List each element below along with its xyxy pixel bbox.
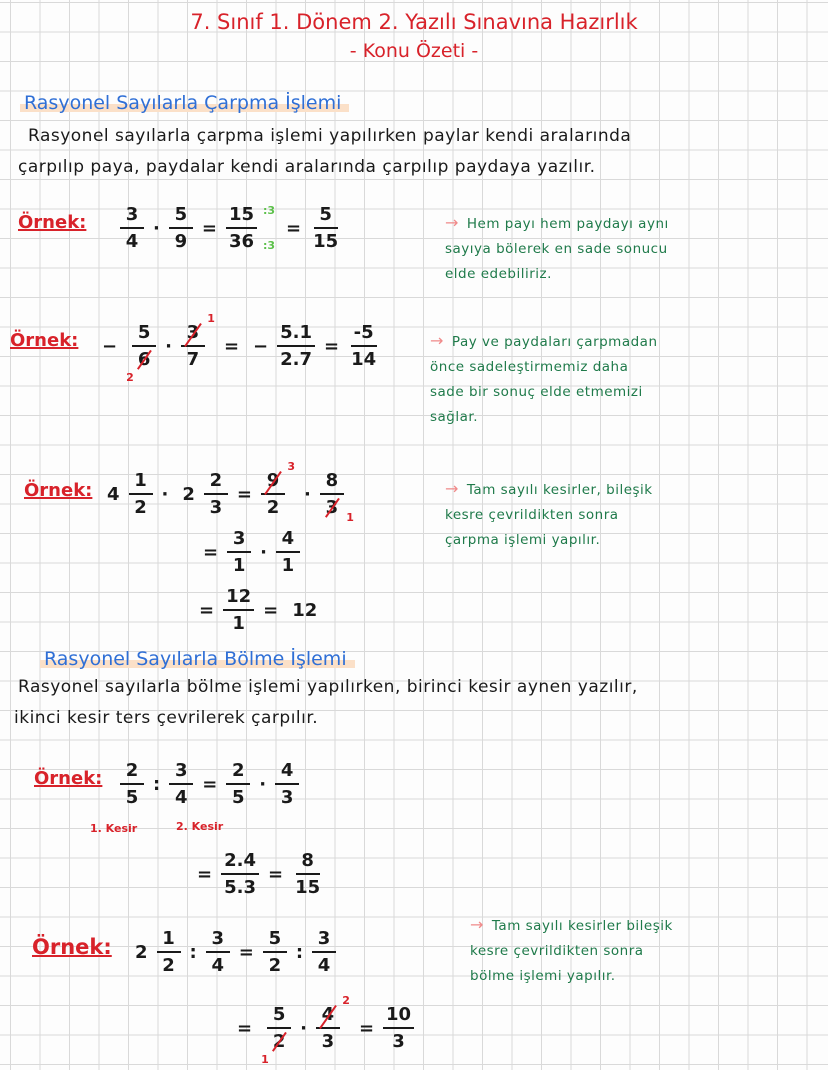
example-math bbox=[118, 760, 301, 808]
denominator: 4 bbox=[125, 231, 139, 252]
math-operator: − bbox=[102, 335, 118, 357]
simplification-annotation: 1 bbox=[346, 511, 354, 524]
note-text: çarpma işlemi yapılır. bbox=[445, 532, 601, 548]
denominator: 3 bbox=[392, 1031, 405, 1052]
note-line bbox=[445, 262, 669, 287]
math-operator: = bbox=[202, 773, 218, 795]
arrow-right-icon: → bbox=[430, 331, 444, 350]
note-line bbox=[445, 237, 669, 262]
fraction bbox=[120, 204, 144, 252]
denominator: 14 bbox=[351, 349, 377, 370]
math-operator: − bbox=[253, 335, 269, 357]
math-operator: = bbox=[324, 335, 340, 357]
math-operator: = bbox=[201, 217, 217, 239]
example-label: Örnek: bbox=[24, 480, 93, 501]
numerator: 5 bbox=[132, 322, 156, 347]
note-text: kesre çevrildikten sonra bbox=[445, 507, 619, 523]
fraction bbox=[261, 460, 295, 518]
note-line bbox=[430, 328, 658, 355]
numerator: 4 bbox=[276, 528, 300, 553]
divide-annotation: :3 bbox=[262, 204, 275, 217]
example-note bbox=[445, 210, 669, 287]
math-operator: · bbox=[260, 541, 267, 563]
denominator: 1 bbox=[281, 555, 295, 576]
denominator: 7 bbox=[186, 349, 200, 370]
denominator: 36 bbox=[228, 231, 254, 252]
numerator: 4 bbox=[275, 760, 299, 785]
note-text: Tam sayılı kesirler, bileşik bbox=[466, 482, 653, 498]
numerator: 3 bbox=[227, 528, 251, 553]
math-operator: = bbox=[263, 599, 279, 621]
numerator: 9 bbox=[261, 470, 285, 495]
fraction bbox=[126, 322, 156, 384]
simplification-annotation: 1 bbox=[261, 1053, 269, 1066]
numerator: 12 bbox=[223, 586, 254, 611]
fraction bbox=[223, 586, 254, 634]
math-operator: = bbox=[286, 217, 302, 239]
numerator: 5 bbox=[267, 1004, 291, 1029]
example-math bbox=[95, 312, 381, 384]
note-line bbox=[470, 964, 673, 989]
math-operator: 12 bbox=[292, 599, 318, 621]
fraction bbox=[181, 312, 215, 370]
fraction bbox=[129, 470, 153, 518]
numerator: 4 bbox=[316, 1004, 340, 1029]
paragraph-line: Rasyonel sayılarla bölme işlemi yapılırken, birinci kesir aynen yazılır, bbox=[18, 677, 638, 697]
note-line bbox=[445, 528, 653, 553]
example-math bbox=[128, 928, 338, 976]
math-operator: = bbox=[223, 335, 240, 357]
second-fraction-label: 2. Kesir bbox=[176, 820, 224, 833]
example-math bbox=[192, 586, 324, 634]
example-label: Örnek: bbox=[10, 330, 79, 351]
fraction bbox=[204, 470, 228, 518]
numerator: 5 bbox=[314, 204, 338, 229]
denominator: 15 bbox=[313, 231, 339, 252]
numerator: 3 bbox=[120, 204, 144, 229]
section-heading-division: Rasyonel Sayılarla Bölme İşlemi bbox=[40, 648, 355, 670]
math-operator: 4 bbox=[107, 483, 120, 505]
note-line bbox=[430, 405, 658, 430]
fraction bbox=[226, 204, 275, 252]
note-text: sayıya bölerek en sade sonucu bbox=[445, 241, 668, 257]
denominator: 2 bbox=[268, 955, 282, 976]
numerator: 5 bbox=[263, 928, 287, 953]
note-text: sağlar. bbox=[430, 409, 479, 425]
numerator: 2 bbox=[226, 760, 250, 785]
example-math bbox=[230, 994, 416, 1066]
note-line bbox=[445, 210, 669, 237]
fraction bbox=[312, 928, 336, 976]
numerator: 5.1 bbox=[277, 322, 315, 347]
denominator: 5 bbox=[232, 787, 245, 808]
fraction bbox=[292, 850, 323, 898]
numerator: 15 bbox=[226, 204, 257, 229]
note-line bbox=[430, 380, 658, 405]
fraction bbox=[383, 1004, 414, 1052]
math-operator: = bbox=[199, 599, 215, 621]
denominator: 3 bbox=[280, 787, 294, 808]
math-operator: : bbox=[189, 941, 197, 963]
example-label: Örnek: bbox=[18, 212, 87, 233]
math-operator: · bbox=[161, 483, 169, 505]
fraction bbox=[157, 928, 181, 976]
math-operator: : bbox=[295, 941, 304, 963]
denominator: 2 bbox=[134, 497, 147, 518]
example-note bbox=[445, 476, 653, 553]
denominator: 4 bbox=[317, 955, 331, 976]
math-operator: = bbox=[197, 863, 213, 885]
arrow-right-icon: → bbox=[445, 479, 459, 498]
note-text: sade bir sonuç elde etmemizi bbox=[430, 384, 643, 400]
simplification-annotation: 1 bbox=[207, 312, 215, 325]
math-operator: · bbox=[304, 483, 311, 505]
simplification-annotation: 2 bbox=[342, 994, 350, 1007]
denominator: 3 bbox=[209, 497, 223, 518]
math-operator: · bbox=[300, 1017, 307, 1039]
example-label: Örnek: bbox=[32, 935, 112, 959]
math-operator: = bbox=[237, 1017, 253, 1039]
paragraph-line: Rasyonel sayılarla çarpma işlemi yapılırken paylar kendi aralarında bbox=[28, 126, 632, 146]
math-operator: 2 bbox=[135, 941, 148, 963]
simplification-annotation: 3 bbox=[287, 460, 295, 473]
numerator: 2 bbox=[120, 760, 144, 785]
fraction bbox=[348, 322, 379, 370]
denominator: 6 bbox=[135, 347, 154, 370]
note-line bbox=[445, 503, 653, 528]
numerator: 1 bbox=[129, 470, 153, 495]
fraction bbox=[320, 470, 354, 524]
example-math bbox=[190, 850, 325, 898]
fraction bbox=[276, 528, 300, 576]
denominator: 4 bbox=[174, 787, 188, 808]
fraction bbox=[169, 760, 193, 808]
numerator: 3 bbox=[206, 928, 230, 953]
math-operator: 2 bbox=[182, 483, 195, 505]
math-operator: = bbox=[358, 1017, 375, 1039]
fraction bbox=[169, 204, 193, 252]
example-math bbox=[196, 528, 302, 576]
note-text: önce sadeleştirmemiz daha bbox=[430, 359, 629, 375]
fraction bbox=[263, 928, 287, 976]
paragraph-line: ikinci kesir ters çevrilerek çarpılır. bbox=[14, 708, 319, 728]
page-subtitle: - Konu Özeti - bbox=[349, 40, 479, 62]
math-operator: = bbox=[203, 541, 219, 563]
math-operator: = bbox=[236, 483, 252, 505]
math-operator: = bbox=[238, 941, 254, 963]
numerator: 8 bbox=[320, 470, 344, 495]
denominator: 4 bbox=[211, 955, 224, 976]
example-note bbox=[470, 912, 673, 989]
arrow-right-icon: → bbox=[470, 915, 484, 934]
note-text: Tam sayılı kesirler bileşik bbox=[491, 918, 673, 934]
note-line bbox=[470, 912, 673, 939]
denominator: 5 bbox=[125, 787, 139, 808]
denominator: 1 bbox=[232, 555, 246, 576]
math-operator: : bbox=[153, 773, 161, 795]
fraction bbox=[275, 760, 299, 808]
page-title: 7. Sınıf 1. Dönem 2. Yazılı Sınavına Hazırlık bbox=[190, 10, 638, 34]
denominator: 2 bbox=[266, 497, 280, 518]
denominator: 3 bbox=[321, 1031, 335, 1052]
denominator: 5.3 bbox=[224, 877, 256, 898]
numerator: 5 bbox=[169, 204, 193, 229]
example-math bbox=[100, 460, 356, 524]
fraction bbox=[206, 928, 230, 976]
fraction bbox=[227, 528, 251, 576]
numerator: 2 bbox=[204, 470, 228, 495]
numerator: 8 bbox=[296, 850, 320, 875]
fraction bbox=[120, 760, 144, 808]
denominator: 2.7 bbox=[280, 349, 313, 370]
first-fraction-label: 1. Kesir bbox=[90, 822, 138, 835]
math-operator: · bbox=[165, 335, 172, 357]
numerator: 10 bbox=[383, 1004, 414, 1029]
note-text: Hem payı hem paydayı aynı bbox=[466, 216, 669, 232]
numerator: 3 bbox=[169, 760, 193, 785]
simplification-annotation: 2 bbox=[126, 371, 134, 384]
fraction bbox=[310, 204, 341, 252]
denominator: 9 bbox=[174, 231, 188, 252]
example-label: Örnek: bbox=[34, 768, 103, 789]
fraction bbox=[277, 322, 315, 370]
denominator: 2 bbox=[162, 955, 175, 976]
numerator: 2.4 bbox=[221, 850, 259, 875]
math-operator: · bbox=[259, 773, 267, 795]
numerator: -5 bbox=[351, 322, 377, 347]
note-text: Pay ve paydaları çarpmadan bbox=[451, 334, 658, 350]
denominator: 2 bbox=[270, 1029, 289, 1052]
note-line bbox=[445, 476, 653, 503]
denominator: 15 bbox=[295, 877, 321, 898]
math-operator: · bbox=[153, 217, 160, 239]
fraction bbox=[316, 994, 350, 1052]
example-note bbox=[430, 328, 658, 430]
numerator: 3 bbox=[181, 322, 205, 347]
section-heading-multiplication: Rasyonel Sayılarla Çarpma İşlemi bbox=[20, 92, 349, 114]
note-text: bölme işlemi yapılır. bbox=[470, 968, 616, 984]
denominator: 3 bbox=[323, 495, 342, 518]
note-text: kesre çevrildikten sonra bbox=[470, 943, 644, 959]
paragraph-line: çarpılıp paya, paydalar kendi aralarında çarpılıp paydaya yazılır. bbox=[18, 157, 596, 177]
arrow-right-icon: → bbox=[445, 213, 459, 232]
note-text: elde edebiliriz. bbox=[445, 266, 552, 282]
note-line bbox=[470, 939, 673, 964]
fraction bbox=[261, 1004, 291, 1066]
divide-annotation: :3 bbox=[262, 239, 275, 252]
fraction bbox=[221, 850, 259, 898]
denominator: 1 bbox=[232, 613, 245, 634]
fraction bbox=[226, 760, 250, 808]
example-math bbox=[118, 204, 343, 252]
numerator: 1 bbox=[157, 928, 181, 953]
note-line bbox=[430, 355, 658, 380]
math-operator: = bbox=[267, 863, 284, 885]
numerator: 3 bbox=[312, 928, 336, 953]
